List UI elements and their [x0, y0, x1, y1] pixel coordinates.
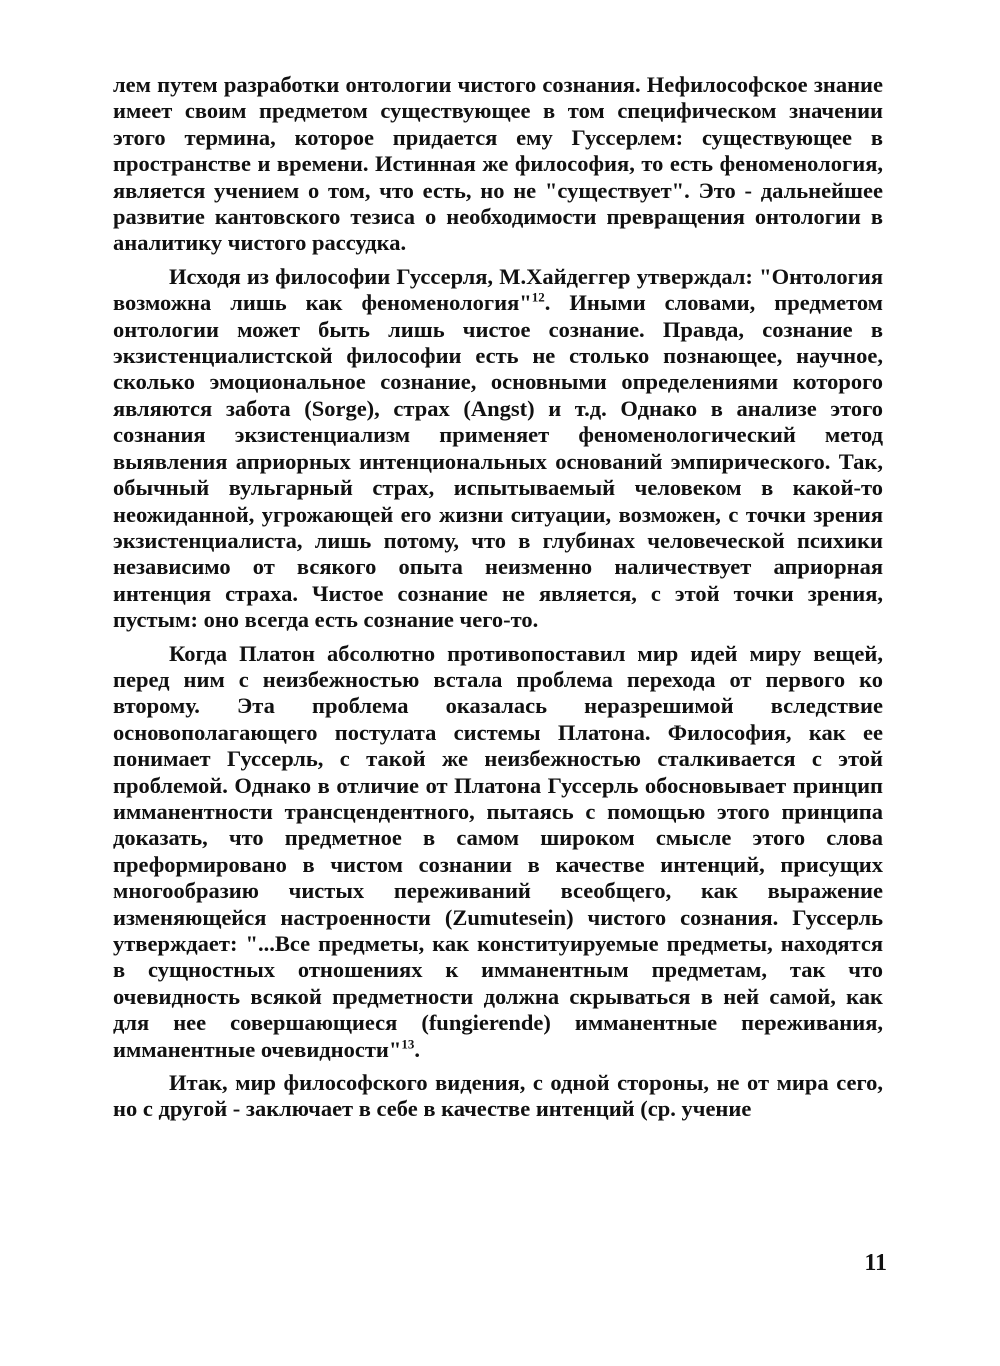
paragraph-2	[113, 264, 883, 634]
paragraph-3-text: Когда Платон абсолютно противопоставил мир идей миру вещей, перед ним с неизбежностью встала проблема перехода от первого ко второму. Эта проблема оказалась неразрешимой вследствие основополагающего постулата системы Платона. Философия, как ее понимает Гуссерль, с такой же неизбежностью сталкивается с этой проблемой. Однако в отличие от Платона Гуссерль обосновывает принцип имманентности трансцендентного, пытаясь с помощью этого принципа доказать, что предметное в самом широком смысле этого слова преформировано в чистом сознании в качестве интенций, присущих многообразию чистых переживаний всеобщего, как выражение изменяющейся настроенности (Zumutesein) чистого сознания. Гуссерль утверждает: "...Все предметы, как конституируемые предметы, находятся в сущностных отношениях к имманентным предметам, так что очевидность всякой предметности должна скрываться в ней самой, как для нее совершающиеся (fungierende) имманентные переживания, имманентные очевидности"	[113, 640, 883, 1062]
paragraph-2-text: Исходя из философии Гуссерля, М.Хайдеггер утверждал: "Онтология возможна лишь как феноменология"	[113, 263, 883, 316]
footnote-ref-13: 13	[401, 1036, 415, 1052]
page-number: 11	[864, 1250, 887, 1276]
paragraph-2-text-cont: . Иными словами, предметом онтологии может быть лишь чистое сознание. Правда, сознание в экзистенциалистской философии есть не столько познающее, научное, сколько эмоциональное сознание, основными определениями которого являются забота (Sorge), страх (Angst) и т.д. Однако в анализе этого сознания экзистенциализм применяет феноменологический метод выявления априорных интенциональных оснований эмпирического. Так, обычный вульгарный страх, испытываемый человеком в какой-то неожиданной, угрожающей его жизни ситуации, возможен, с точки зрения экзистенциалиста, лишь потому, что в глубинах человеческой психики независимо от всякого опыта неизменно наличествует априорная интенция страха. Чистое сознание не является, с этой точки зрения, пустым: оно всегда есть сознание чего-то.	[113, 290, 883, 633]
paragraph-3	[113, 641, 883, 1064]
paragraph-1: лем путем разработки онтологии чистого сознания. Нефилософское знание имеет своим предметом существующее в том специфическом значении этого термина, которое придается ему Гуссерлем: существующее в пространстве и времени. Истинная же философия, то есть феноменология, является учением о том, что есть, но не "существует". Это - дальнейшее развитие кантовского тезиса о необходимости превращения онтологии в аналитику чистого рассудка.	[113, 72, 883, 256]
footnote-ref-12: 12	[531, 289, 545, 305]
body-text	[113, 72, 883, 1130]
paragraph-4: Итак, мир философского видения, с одной стороны, не от мира сего, но с другой - заключает в себе в качестве интенций (ср. учение	[113, 1070, 883, 1122]
paragraph-3-text-cont: .	[414, 1036, 420, 1062]
